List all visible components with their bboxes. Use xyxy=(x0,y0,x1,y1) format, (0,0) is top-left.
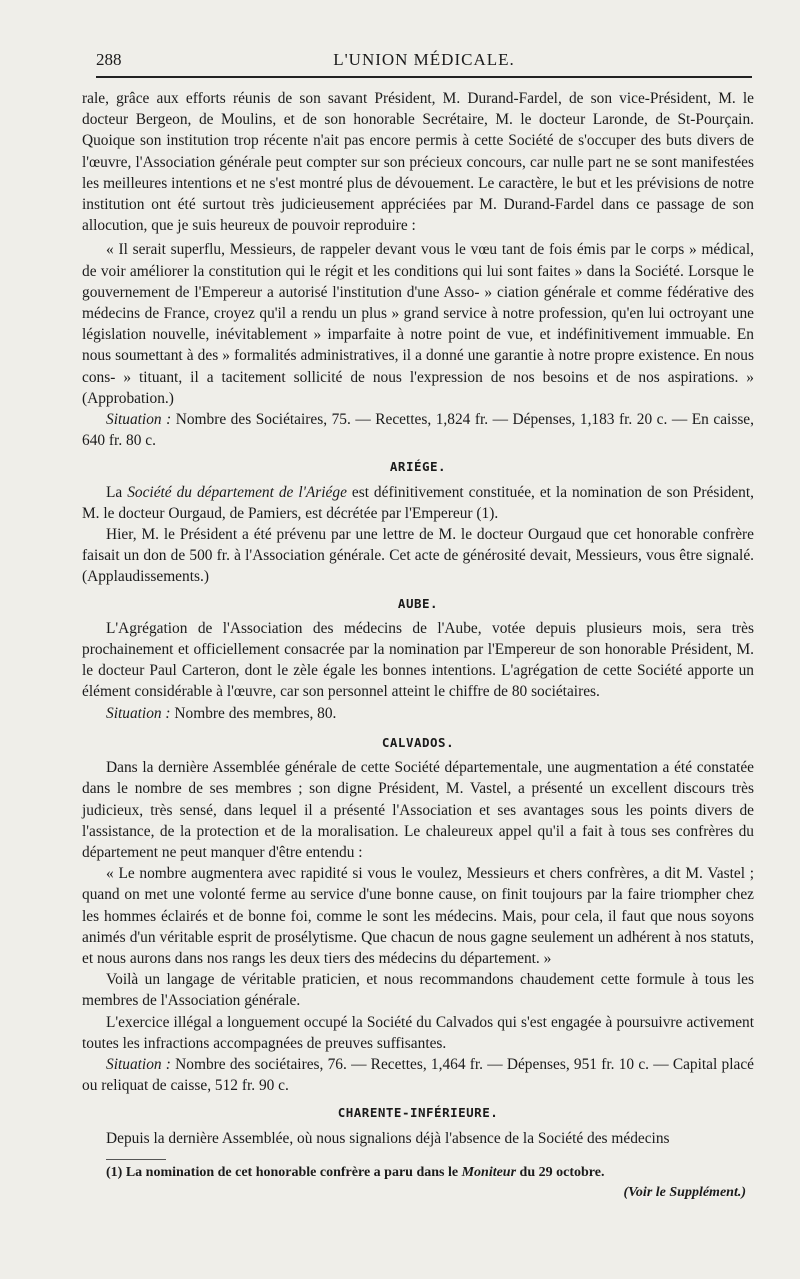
situation-text: Nombre des Sociétaires, 75. — Recettes, 1,824 fr. — Dépenses, 1,183 fr. 20 c. — En caisse, 640 fr. 80 c. xyxy=(82,411,754,450)
situation-label: Situation : xyxy=(106,704,171,722)
situation-text: Nombre des sociétaires, 76. — Recettes, 1,464 fr. — Dépenses, 951 fr. 10 c. — Capital placé ou reliquat de caisse, 512 fr. 90 c. xyxy=(82,1055,754,1095)
footnote-text-b: du 29 octobre. xyxy=(516,1164,605,1180)
situation-label: Situation : xyxy=(106,1055,171,1073)
page-header xyxy=(96,42,752,82)
running-title: L'UNION MÉDICALE. xyxy=(333,50,515,69)
situation-line xyxy=(82,703,754,724)
footnote-text-a: (1) La nomination de cet honorable confrère a paru dans le xyxy=(106,1164,462,1180)
page-body xyxy=(82,88,754,1203)
quotation-durand-fardel: « Il serait superflu, Messieurs, de rappeler devant vous le vœu tant de fois émis par le corps » médical, de voir améliorer la constitution qui le régit et les conditions qui lui sont faites » dans la Société. Lorsque le gouvernement de l'Empereur a autorisé l'institution d'une Asso- » ciation générale et comme fédérative des médecins de France, croyez qu'il a rendu un plus » grand service à notre profession, qu'en lui octroyant une législation nouvelle, inévitablement » imparfaite à notre point de vue, et indéfinitivement immuable. En nous soumettant à des » formalités administratives, il a donné une garantie à notre propre existence. En nous cons- » tituant, il a tacitement sollicité de nous l'expression de nos besoins et de nos aspirations. » (Approbation.) xyxy=(82,241,754,407)
quotation-vastel: « Le nombre augmentera avec rapidité si vous le voulez, Messieurs et chers confrères, a dit M. Vastel ; quand on met une volonté ferme au service d'une bonne cause, on finit toujours par la faire triompher chez les hommes éclairés et de bonne foi, comme le sont les médecins. Mais, pour cela, il faut que nous soyons animés d'un véritable esprit de prosélytisme. Que chacun de nous gagne seulement un adhérent à nos statuts, et nous aurons dans nos rangs les deux tiers des médecins du département. » xyxy=(82,865,754,967)
supplement-note: (Voir le Supplément.) xyxy=(623,1184,746,1200)
footnote-rule xyxy=(106,1159,166,1160)
paragraph-charente-1: Depuis la dernière Assemblée, où nous signalions déjà l'absence de la Société des médecins xyxy=(106,1129,670,1147)
paragraph-calvados-2: Voilà un langage de véritable praticien, et nous recommandons chaudement cette formule à tous les membres de l'Association générale. xyxy=(82,971,754,1010)
situation-line xyxy=(82,1054,754,1096)
ariege-text-a: La xyxy=(106,483,128,501)
ariege-society-name: Société du département de l'Ariége xyxy=(127,483,347,501)
paragraph-ariege-2: Hier, M. le Président a été prévenu par une lettre de M. le docteur Ourgaud que cet honorable confrère faisait un don de 500 fr. à l'Association générale. Cet acte de générosité devait, Messieurs, vous être signalé. (Applaudissements.) xyxy=(82,526,754,586)
situation-line xyxy=(82,409,754,451)
section-heading-aube: AUBE. xyxy=(397,595,439,611)
paragraph-intro: rale, grâce aux efforts réunis de son savant Président, M. Durand-Fardel, de son vice-Président, M. le docteur Bergeon, de Moulins, et de son honorable Secrétaire, M. le docteur Laronde, de St-Pourçain. Quoique son institution trop récente n'ait pas encore permis à cette Société de s'occuper des buts divers de l'œuvre, l'Association générale peut compter sur son précieux concours, car nulle part ne se sont manifestées les meilleures intentions et ne s'est montré plus de dévouement. Le caractère, le but et les prévisions de notre institution ont été surtout très judicieusement appréciées par M. Durand-Fardel dans ce passage de son allocution, que je suis heureux de pouvoir reproduire : xyxy=(82,90,754,235)
section-heading-charente-inferieure: CHARENTE-INFÉRIEURE. xyxy=(337,1105,499,1121)
paragraph-ariege-1 xyxy=(82,482,754,524)
header-rule xyxy=(96,76,752,78)
paragraph-calvados-3: L'exercice illégal a longuement occupé la Société du Calvados qui s'est engagée à poursuivre activement toutes les infractions accompagnées de preuves suffisantes. xyxy=(82,1013,754,1052)
footnote xyxy=(82,1164,754,1182)
section-heading-calvados: CALVADOS. xyxy=(381,734,455,750)
situation-text: Nombre des membres, 80. xyxy=(170,704,337,722)
page-number: 288 xyxy=(96,50,122,69)
situation-label: Situation : xyxy=(106,411,172,429)
section-heading-ariege: ARIÉGE. xyxy=(389,459,447,475)
paragraph-aube-1: L'Agrégation de l'Association des médecins de l'Aube, votée depuis plusieurs mois, sera très prochainement et officiellement consacrée par la nomination par l'Empereur de son honorable Président, M. le docteur Paul Carteron, dont le zèle égale les bonnes intentions. L'agrégation de cette Société apporte un élément considérable à l'œuvre, car son personnel atteint le chiffre de 80 sociétaires. xyxy=(82,619,754,701)
paragraph-calvados-1: Dans la dernière Assemblée générale de cette Société départementale, une augmentation a été constatée dans le nombre de ses membres ; son digne Président, M. Vastel, a présenté un excellent discours très judicieux, très sensé, dans lequel il a présenté l'Association et ses avantages sous les points divers de l'assistance, de la protection et de la moralisation. Le chaleureux appel qu'il a fait à tous ses confrères du département ne peut manquer d'être entendu : xyxy=(82,759,754,861)
footnote-journal: Moniteur xyxy=(461,1164,517,1180)
ariege-text-b: est définitivement constituée, et la nomination de son Président, M. le docteur Ourgaud, de Pamiers, est décrétée par l'Empereur (1). xyxy=(82,483,754,522)
